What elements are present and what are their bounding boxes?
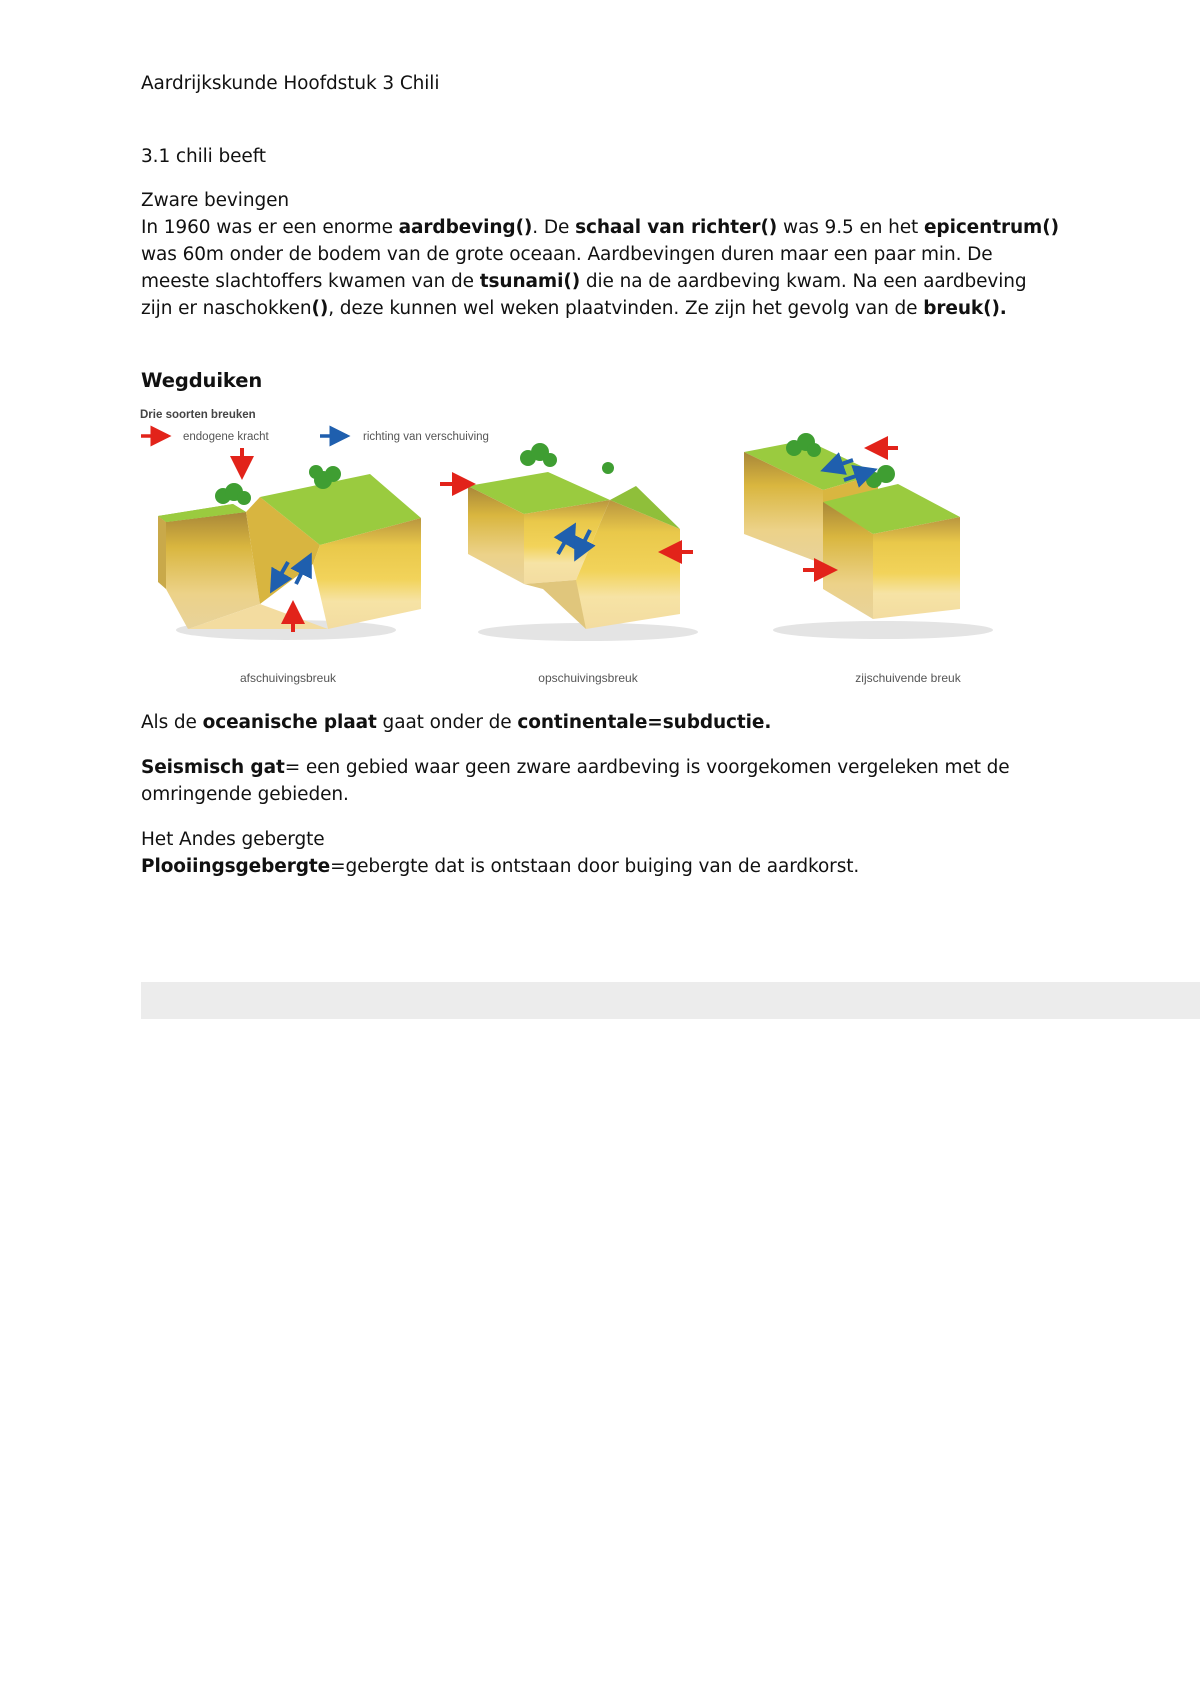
term-schaal-van-richter: schaal van richter() bbox=[575, 217, 778, 238]
text-run: , deze kunnen wel weken plaatvinden. Ze zijn het gevolg van de bbox=[328, 298, 924, 319]
term-oceanische-plaat: oceanische plaat bbox=[202, 712, 377, 733]
caption-zijschuivende-breuk: zijschuivende breuk bbox=[855, 671, 961, 685]
paragraph-seismisch-gat bbox=[141, 754, 1061, 808]
block-opschuivingsbreuk bbox=[440, 443, 698, 641]
term-epicentrum: epicentrum() bbox=[923, 217, 1059, 238]
grey-placeholder-bar bbox=[141, 982, 1200, 1019]
text-run: die na de aardbeving kwam. Na een aardbeving zijn er naschokken bbox=[141, 271, 1027, 319]
block-afschuivingsbreuk bbox=[158, 448, 421, 640]
caption-opschuivingsbreuk: opschuivingsbreuk bbox=[538, 671, 638, 685]
term-aardbeving: aardbeving() bbox=[398, 217, 533, 238]
text-run: =gebergte dat is ontstaan door buiging van de aardkorst. bbox=[330, 856, 860, 877]
text-run: In 1960 was er een enorme bbox=[141, 217, 399, 238]
subheading-zware-bevingen: Zware bevingen bbox=[141, 190, 289, 211]
text-run: Als de bbox=[141, 712, 203, 733]
section-heading: 3.1 chili beeft bbox=[141, 146, 266, 167]
fault-types-figure bbox=[138, 404, 1050, 694]
text-run: . De bbox=[532, 217, 576, 238]
term-subductie: continentale=subductie. bbox=[517, 712, 772, 733]
legend-label-richting: richting van verschuiving bbox=[363, 431, 489, 443]
text-run: was 9.5 en het bbox=[777, 217, 924, 238]
figure-title: Drie soorten breuken bbox=[140, 409, 256, 421]
term-breuk: breuk(). bbox=[923, 298, 1007, 319]
text-run: was 60m onder de bodem van de grote oceaan. Aardbevingen duren maar een paar min. De meeste slachtoffers kwamen van de bbox=[141, 244, 993, 292]
text-run: = een gebied waar geen zware aardbeving is voorgekomen vergeleken met de omringende gebieden. bbox=[141, 757, 1010, 805]
subheading-andes: Het Andes gebergte bbox=[141, 829, 325, 850]
term-naschokken-brackets: () bbox=[311, 298, 329, 319]
heading-wegduiken: Wegduiken bbox=[141, 369, 263, 392]
document-title: Aardrijkskunde Hoofdstuk 3 Chili bbox=[141, 73, 440, 94]
caption-afschuivingsbreuk: afschuivingsbreuk bbox=[239, 671, 337, 685]
term-tsunami: tsunami() bbox=[479, 271, 581, 292]
paragraph-plooiingsgebergte bbox=[141, 853, 859, 880]
text-run: gaat onder de bbox=[376, 712, 518, 733]
legend-label-endogene-kracht: endogene kracht bbox=[183, 431, 269, 443]
paragraph-zware-bevingen bbox=[141, 214, 1061, 322]
term-seismisch-gat: Seismisch gat bbox=[141, 757, 285, 778]
block-zijschuivende-breuk bbox=[744, 433, 993, 639]
term-plooiingsgebergte: Plooiingsgebergte bbox=[141, 856, 331, 877]
paragraph-subductie bbox=[141, 709, 771, 736]
